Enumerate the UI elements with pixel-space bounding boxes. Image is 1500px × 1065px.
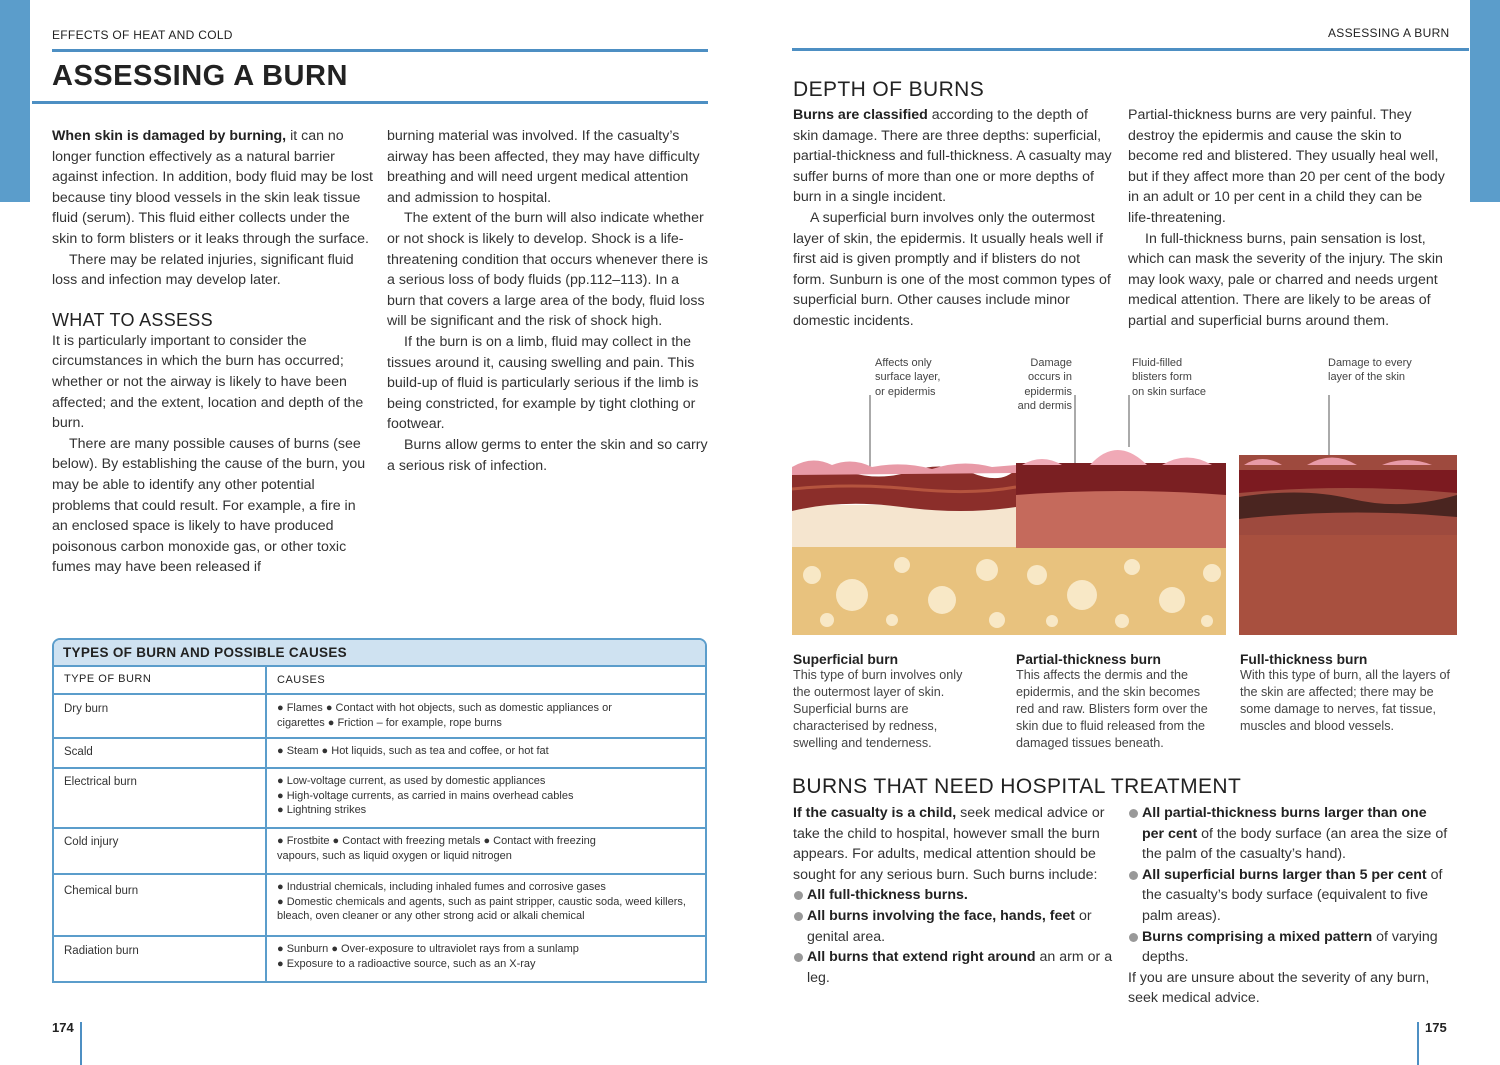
partial-thickness-burn-illustration <box>1016 450 1226 635</box>
causes-cell <box>267 937 705 981</box>
type-cell: Cold injury <box>54 829 267 873</box>
table-row <box>54 827 705 873</box>
bullet-bold: All burns involving the face, hands, feet <box>807 907 1076 924</box>
col2-p2: The extent of the burn will also indicate whether or not shock is likely to develop. Shock is a life-threatening condition that occurs whenever there is a serious loss of body fluids (pp.112–113). In a burn that covers a large area of the body, fluid loss will be significant and the risk of shock high. <box>387 210 708 330</box>
bullet-item <box>1128 927 1448 968</box>
rule-title-left <box>32 101 708 104</box>
bullet-bold: All burns that extend right around <box>807 949 1036 966</box>
depth-text: according to the depth of skin damage. There are three depths: superficial, partial-thickness and full-thickness. A casualty may suffer burns of more than one or more depths of burn in a single incident. <box>793 107 1112 206</box>
intro-p2: There may be related injuries, significant fluid loss and infection may develop later. <box>52 251 354 289</box>
cause-line: ● Lightning strikes <box>277 804 367 817</box>
caption-text: With this type of burn, all the layers of the skin are affected; there may be some damage to nerves, fat tissue, muscles and blood vessels. <box>1240 668 1450 733</box>
bullet-text: of varying depths. <box>1142 928 1438 966</box>
label-line: Fluid-filled <box>1132 357 1183 369</box>
type-cell: Scald <box>54 739 267 767</box>
caption-superficial <box>793 652 983 752</box>
cause-line: ● Industrial chemicals, including inhaled fumes and corrosive gases <box>277 881 606 893</box>
label-line: Damage <box>1030 357 1072 369</box>
depth-column-1 <box>793 105 1113 332</box>
table-row <box>54 767 705 827</box>
col2-p1: burning material was involved. If the casualty’s airway has been affected, they may have difficulty breathing and will need urgent medical attention and admission to hospital. <box>387 128 700 206</box>
skin-layers-illustration <box>792 395 1457 635</box>
label-line: epidermis <box>1024 385 1072 398</box>
table-title: TYPES OF BURN AND POSSIBLE CAUSES <box>54 640 705 665</box>
type-cell: Radiation burn <box>54 937 267 981</box>
running-head-left: EFFECTS OF HEAT AND COLD <box>52 28 233 42</box>
label-line: on skin surface <box>1132 385 1206 398</box>
depth-heading: DEPTH OF BURNS <box>793 78 985 101</box>
bullet-item <box>1128 803 1448 865</box>
table-row <box>54 873 705 935</box>
assess-p1: It is particularly important to consider the circumstances in which the burn has occurred; whether or not the airway is likely to have been affected; and the extent, location and depth of the burn. <box>52 332 364 432</box>
label-line: and dermis <box>1017 400 1072 413</box>
page-number-rule-left <box>80 1022 82 1065</box>
bullet-item <box>793 885 1113 906</box>
assess-p2: There are many possible causes of burns (see below). By establishing the cause of the burn, you may be able to identify any other potential problems that could result. For example, a fire in an enclosed space is likely to have produced poisonous carbon monoxide gas, or other toxic fumes may have been released if <box>52 435 366 576</box>
bullet-text: of the casualty’s body surface (equivalent to five palm areas). <box>1142 866 1443 924</box>
depth-c2-p1: Partial-thickness burns are very painful. They destroy the epidermis and cause the skin to become red and blistered. They usually heal well, but if they affect more than 20 per cent of the body in an adult or 10 per cent in a child they can be life-threatening. <box>1128 107 1445 226</box>
col2-p3: If the burn is on a limb, fluid may collect in the tissues around it, causing swelling and pain. This build-up of fluid is particularly serious if the limb is being constricted, for example by tight clothing or footwear. <box>387 333 699 433</box>
type-cell: Dry burn <box>54 695 267 737</box>
left-column-2 <box>387 126 709 476</box>
cause-line: ● Frostbite ● Contact with freezing metals ● Contact with freezing <box>277 835 596 847</box>
table-row <box>54 935 705 981</box>
table-header-row <box>54 665 705 693</box>
cause-line: ● Low-voltage current, as used by domestic appliances <box>277 775 546 787</box>
label-line: layer of the skin <box>1328 371 1406 384</box>
bullet-item <box>793 947 1113 988</box>
label-superficial <box>875 356 940 399</box>
caption-full <box>1240 652 1455 735</box>
full-thickness-burn-illustration <box>1239 455 1457 635</box>
page-number-left: 174 <box>52 1020 74 1035</box>
table-row <box>54 693 705 737</box>
cause-line: ● Sunburn ● Over-exposure to ultraviolet rays from a sunlamp <box>277 943 579 955</box>
superficial-burn-illustration <box>792 460 1016 635</box>
hospital-heading: BURNS THAT NEED HOSPITAL TREATMENT <box>792 775 1242 798</box>
table-row <box>54 737 705 767</box>
depth-lead: Burns are classified <box>793 107 928 123</box>
burn-causes-table <box>52 638 707 983</box>
col2-p4: Burns allow germs to enter the skin and so carry a serious risk of infection. <box>387 436 708 474</box>
page-title: ASSESSING A BURN <box>52 60 348 92</box>
label-line: blisters form <box>1132 371 1192 384</box>
caption-text: This type of burn involves only the outermost layer of skin. Superficial burns are characterised by redness, swelling and tenderness. <box>793 668 963 750</box>
cause-line: ● Exposure to a radioactive source, such as an X-ray <box>277 957 536 970</box>
hospital-closing: If you are unsure about the severity of any burn, seek medical advice. <box>1128 969 1430 1007</box>
hospital-text: seek medical advice or take the child to hospital, however small the burn appears. For adults, medical attention should be sought for any serious burn. Such burns include: <box>793 805 1105 883</box>
label-line: occurs in <box>1027 371 1072 384</box>
causes-cell <box>267 739 705 767</box>
caption-title: Partial-thickness burn <box>1016 652 1161 667</box>
bullet-bold: All partial-thickness burns larger than one per cent <box>1142 805 1427 842</box>
caption-partial <box>1016 652 1221 752</box>
depth-p2: A superficial burn involves only the outermost layer of skin, the epidermis. It usually heals well if first aid is given promptly and if blisters do not form. Sunburn is one of the most common types of superficial burn. Other causes include minor domestic incidents. <box>793 209 1111 329</box>
causes-cell <box>267 875 705 935</box>
causes-cell <box>267 769 705 827</box>
cause-line: cigarettes ● Friction – for example, rope burns <box>277 716 502 729</box>
causes-cell <box>267 695 705 737</box>
bullet-text: All full-thickness burns. <box>807 887 968 904</box>
caption-title: Superficial burn <box>793 652 899 667</box>
intro-text: it can no longer function effectively as a natural barrier against infection. In addition, body fluid may be lost because tiny blood vessels in the skin leak tissue fluid (serum). This fluid either collects under the skin to form blisters or it leaks through the surface. <box>52 128 373 247</box>
bullet-item <box>793 906 1113 947</box>
caption-text: This affects the dermis and the epidermis, and the skin becomes red and raw. Blisters form over the skin due to fluid released from the damaged tissues beneath. <box>1016 668 1208 750</box>
right-thumb-tab <box>1470 0 1500 202</box>
label-line: surface layer, <box>875 371 941 384</box>
running-head-right: ASSESSING A BURN <box>1328 26 1450 40</box>
label-line: or epidermis <box>875 385 936 398</box>
type-cell: Chemical burn <box>54 875 267 935</box>
hospital-column-1 <box>793 803 1113 988</box>
col-header-causes: CAUSES <box>277 674 326 686</box>
depth-column-2 <box>1128 105 1446 332</box>
bullet-text: an arm or a leg. <box>807 949 1113 986</box>
label-line: Affects only <box>875 357 932 369</box>
hospital-column-2 <box>1128 803 1448 1009</box>
bullet-bold: Burns comprising a mixed pattern <box>1142 928 1373 945</box>
label-full-thickness <box>1328 356 1412 385</box>
cause-line: ● Domestic chemicals and agents, such as paint stripper, caustic soda, weed killers, <box>277 895 686 908</box>
label-blisters <box>1132 356 1206 399</box>
rule-top-left <box>52 49 708 52</box>
what-to-assess-heading: WHAT TO ASSESS <box>52 309 213 330</box>
cause-line: ● Flames ● Contact with hot objects, such as domestic appliances or <box>277 702 612 714</box>
rule-top-right <box>792 48 1469 51</box>
bullet-item <box>1128 865 1448 927</box>
causes-cell <box>267 829 705 873</box>
hospital-lead: If the casualty is a child, <box>793 805 957 821</box>
bullet-text: of the body surface (an area the size of the palm of the casualty’s hand). <box>1142 825 1448 863</box>
intro-lead: When skin is damaged by burning, <box>52 128 287 144</box>
bullet-bold: All superficial burns larger than 5 per cent <box>1142 866 1427 883</box>
label-line: Damage to every <box>1328 357 1412 369</box>
page-number-rule-right <box>1417 1022 1419 1065</box>
depth-c2-p2: In full-thickness burns, pain sensation is lost, which can mask the severity of the injury. The skin may look waxy, pale or charred and needs urgent medical attention. There are likely to be areas of partial and superficial burns around them. <box>1128 230 1443 329</box>
type-cell: Electrical burn <box>54 769 267 827</box>
cause-line: bleach, oven cleaner or any other strong acid or alkali chemical <box>277 910 585 923</box>
left-thumb-tab <box>0 0 30 202</box>
page-number-right: 175 <box>1425 1020 1447 1035</box>
left-column-1 <box>52 126 374 578</box>
bullet-text: or genital area. <box>807 907 1092 945</box>
cause-line: vapours, such as liquid oxygen or liquid nitrogen <box>277 849 512 862</box>
cause-line: ● Steam ● Hot liquids, such as tea and coffee, or hot fat <box>277 745 549 757</box>
caption-title: Full-thickness burn <box>1240 652 1368 667</box>
col-header-type: TYPE OF BURN <box>54 667 267 693</box>
cause-line: ● High-voltage currents, as carried in mains overhead cables <box>277 789 574 802</box>
